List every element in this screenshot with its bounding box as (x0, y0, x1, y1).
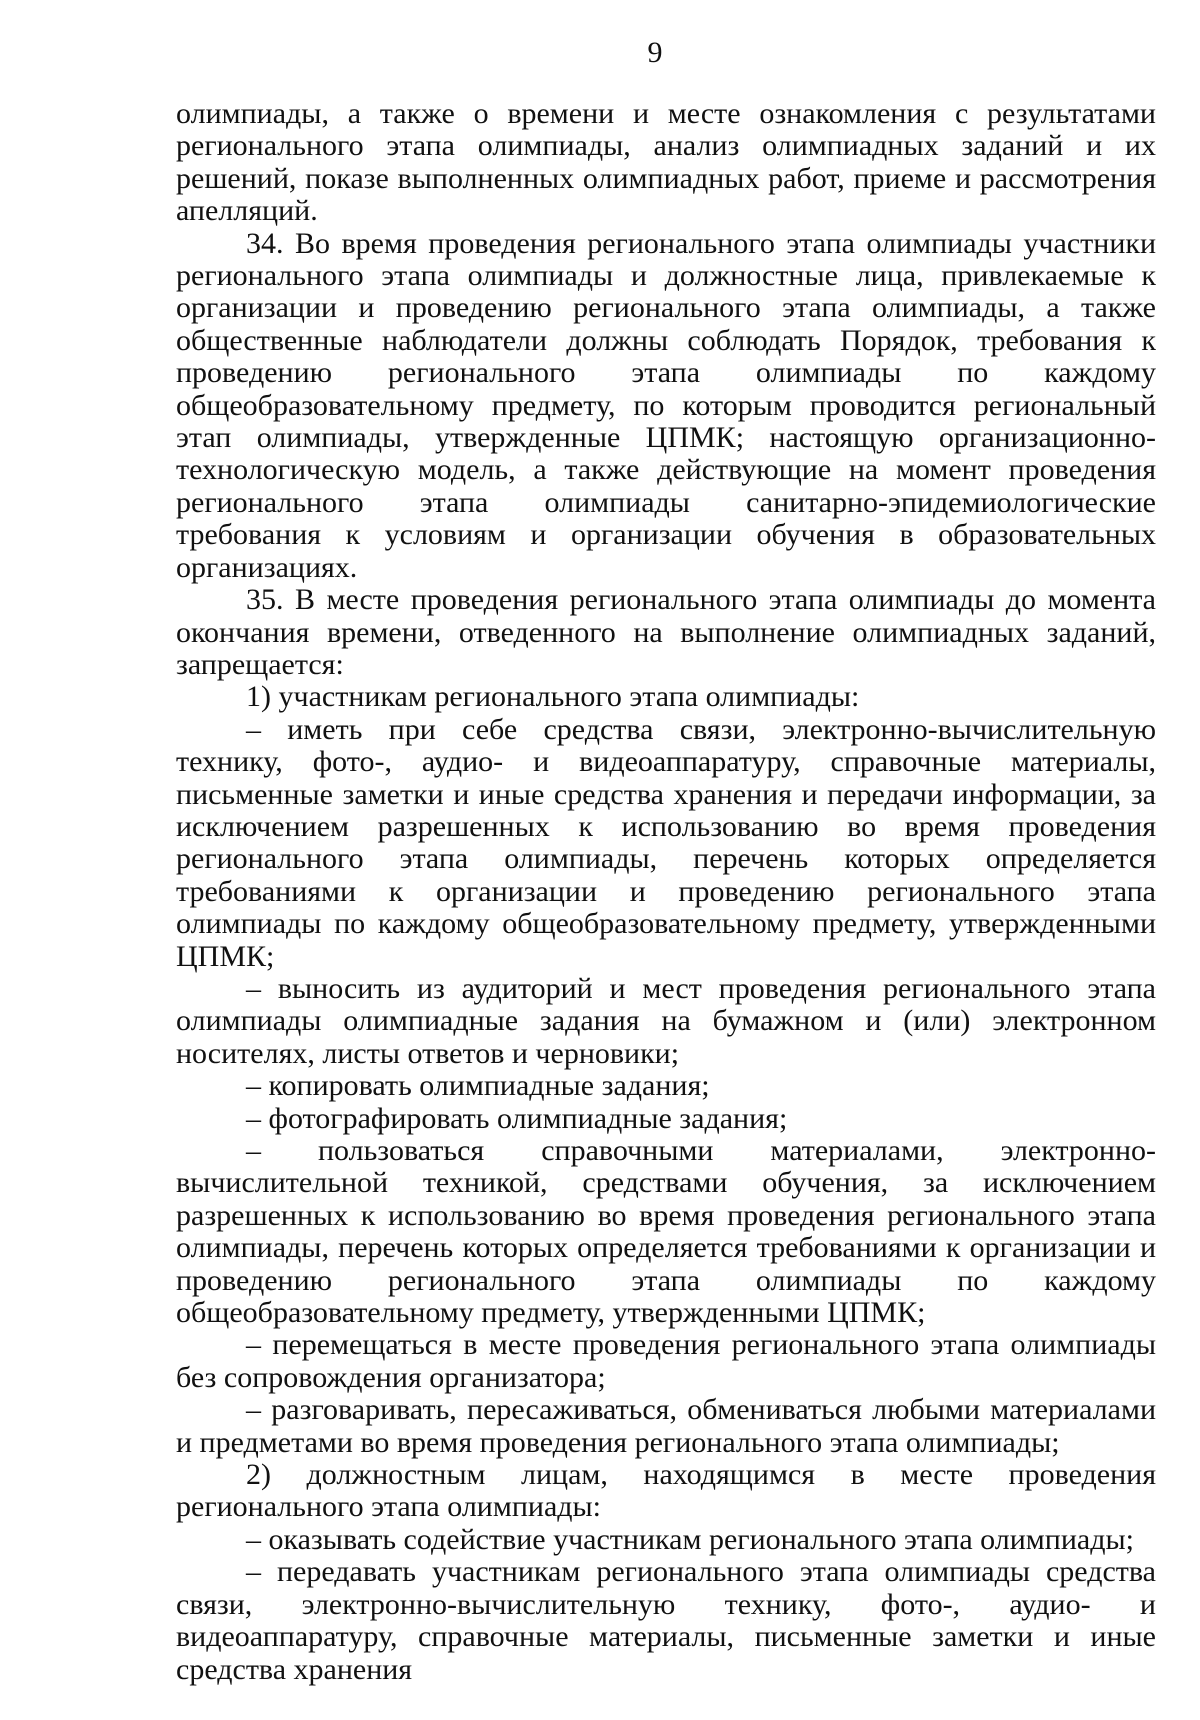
paragraph-34: 34. Во время проведения регионального этапа олимпиады участники регионального этапа олимпиады и должностные лица, привлекаемые к организации и проведению регионального этапа олимпиады, а также общественные наблюдатели должны соблюдать Порядок, требования к проведению регионального этапа олимпиады по каждому общеобразовательному предмету, по которым проводится региональный этап олимпиады, утвержденные ЦПМК; настоящую организационно-технологическую модель, а также действующие на момент проведения регионального этапа олимпиады санитарно-эпидемиологические требования к условиям и организации обучения в образовательных организациях. (176, 226, 1156, 584)
page-number: 9 (647, 36, 663, 69)
list-item-assist-participants: – оказывать содействие участникам регионального этапа олимпиады; (246, 1522, 1134, 1556)
list-item-pass-devices: – передавать участникам регионального этапа олимпиады средства связи, электронно-вычислительную технику, фото-, аудио- и видеоаппаратуру, справочные материалы, письменные заметки и иные средства хранения (176, 1555, 1156, 1686)
list-item-movement: – перемещаться в месте проведения регионального этапа олимпиады без сопровождения организатора; (176, 1328, 1156, 1394)
list-item-communication-devices: – иметь при себе средства связи, электронно-вычислительную технику, фото-, аудио- и видеоаппаратуру, справочные материалы, письменные заметки и иные средства хранения и передачи информации, за исключением разрешенных к использованию во время проведения регионального этапа олимпиады, перечень которых определяется требованиями к организации и проведению регионального этапа олимпиады по каждому общеобразовательному предмету, утвержденными ЦПМК; (176, 712, 1156, 973)
list-item-reference-materials: – пользоваться справочными материалами, электронно-вычислительной техникой, средствами обучения, за исключением разрешенных к использованию во время проведения регионального этапа олимпиады, перечень которых определяется требованиями к организации и проведению регионального этапа олимпиады по каждому общеобразовательному предмету, утвержденными ЦПМК; (176, 1134, 1156, 1330)
subitem-2-officials: 2) должностным лицам, находящимся в месте проведения регионального этапа олимпиады: (176, 1458, 1156, 1524)
list-item-photograph-tasks: – фотографировать олимпиадные задания; (246, 1101, 788, 1135)
list-item-talking: – разговаривать, пересаживаться, обмениваться любыми материалами и предметами во время проведения регионального этапа олимпиады; (176, 1393, 1156, 1459)
paragraph-35: 35. В месте проведения регионального этапа олимпиады до момента окончания времени, отведенного на выполнение олимпиадных заданий, запрещается: (176, 583, 1156, 681)
list-item-copy-tasks: – копировать олимпиадные задания; (246, 1069, 710, 1103)
list-item-remove-tasks: – выносить из аудиторий и мест проведения регионального этапа олимпиады олимпиадные задания на бумажном и (или) электронном носителях, листы ответов и черновики; (176, 971, 1156, 1070)
subitem-1-participants: 1) участникам регионального этапа олимпиады: (246, 680, 860, 714)
paragraph-continuation: олимпиады, а также о времени и месте ознакомления с результатами регионального этапа олимпиады, анализ олимпиадных заданий и их решений, показе выполненных олимпиадных работ, приеме и рассмотрения апелляций. (176, 97, 1156, 228)
document-body (176, 98, 1156, 1686)
